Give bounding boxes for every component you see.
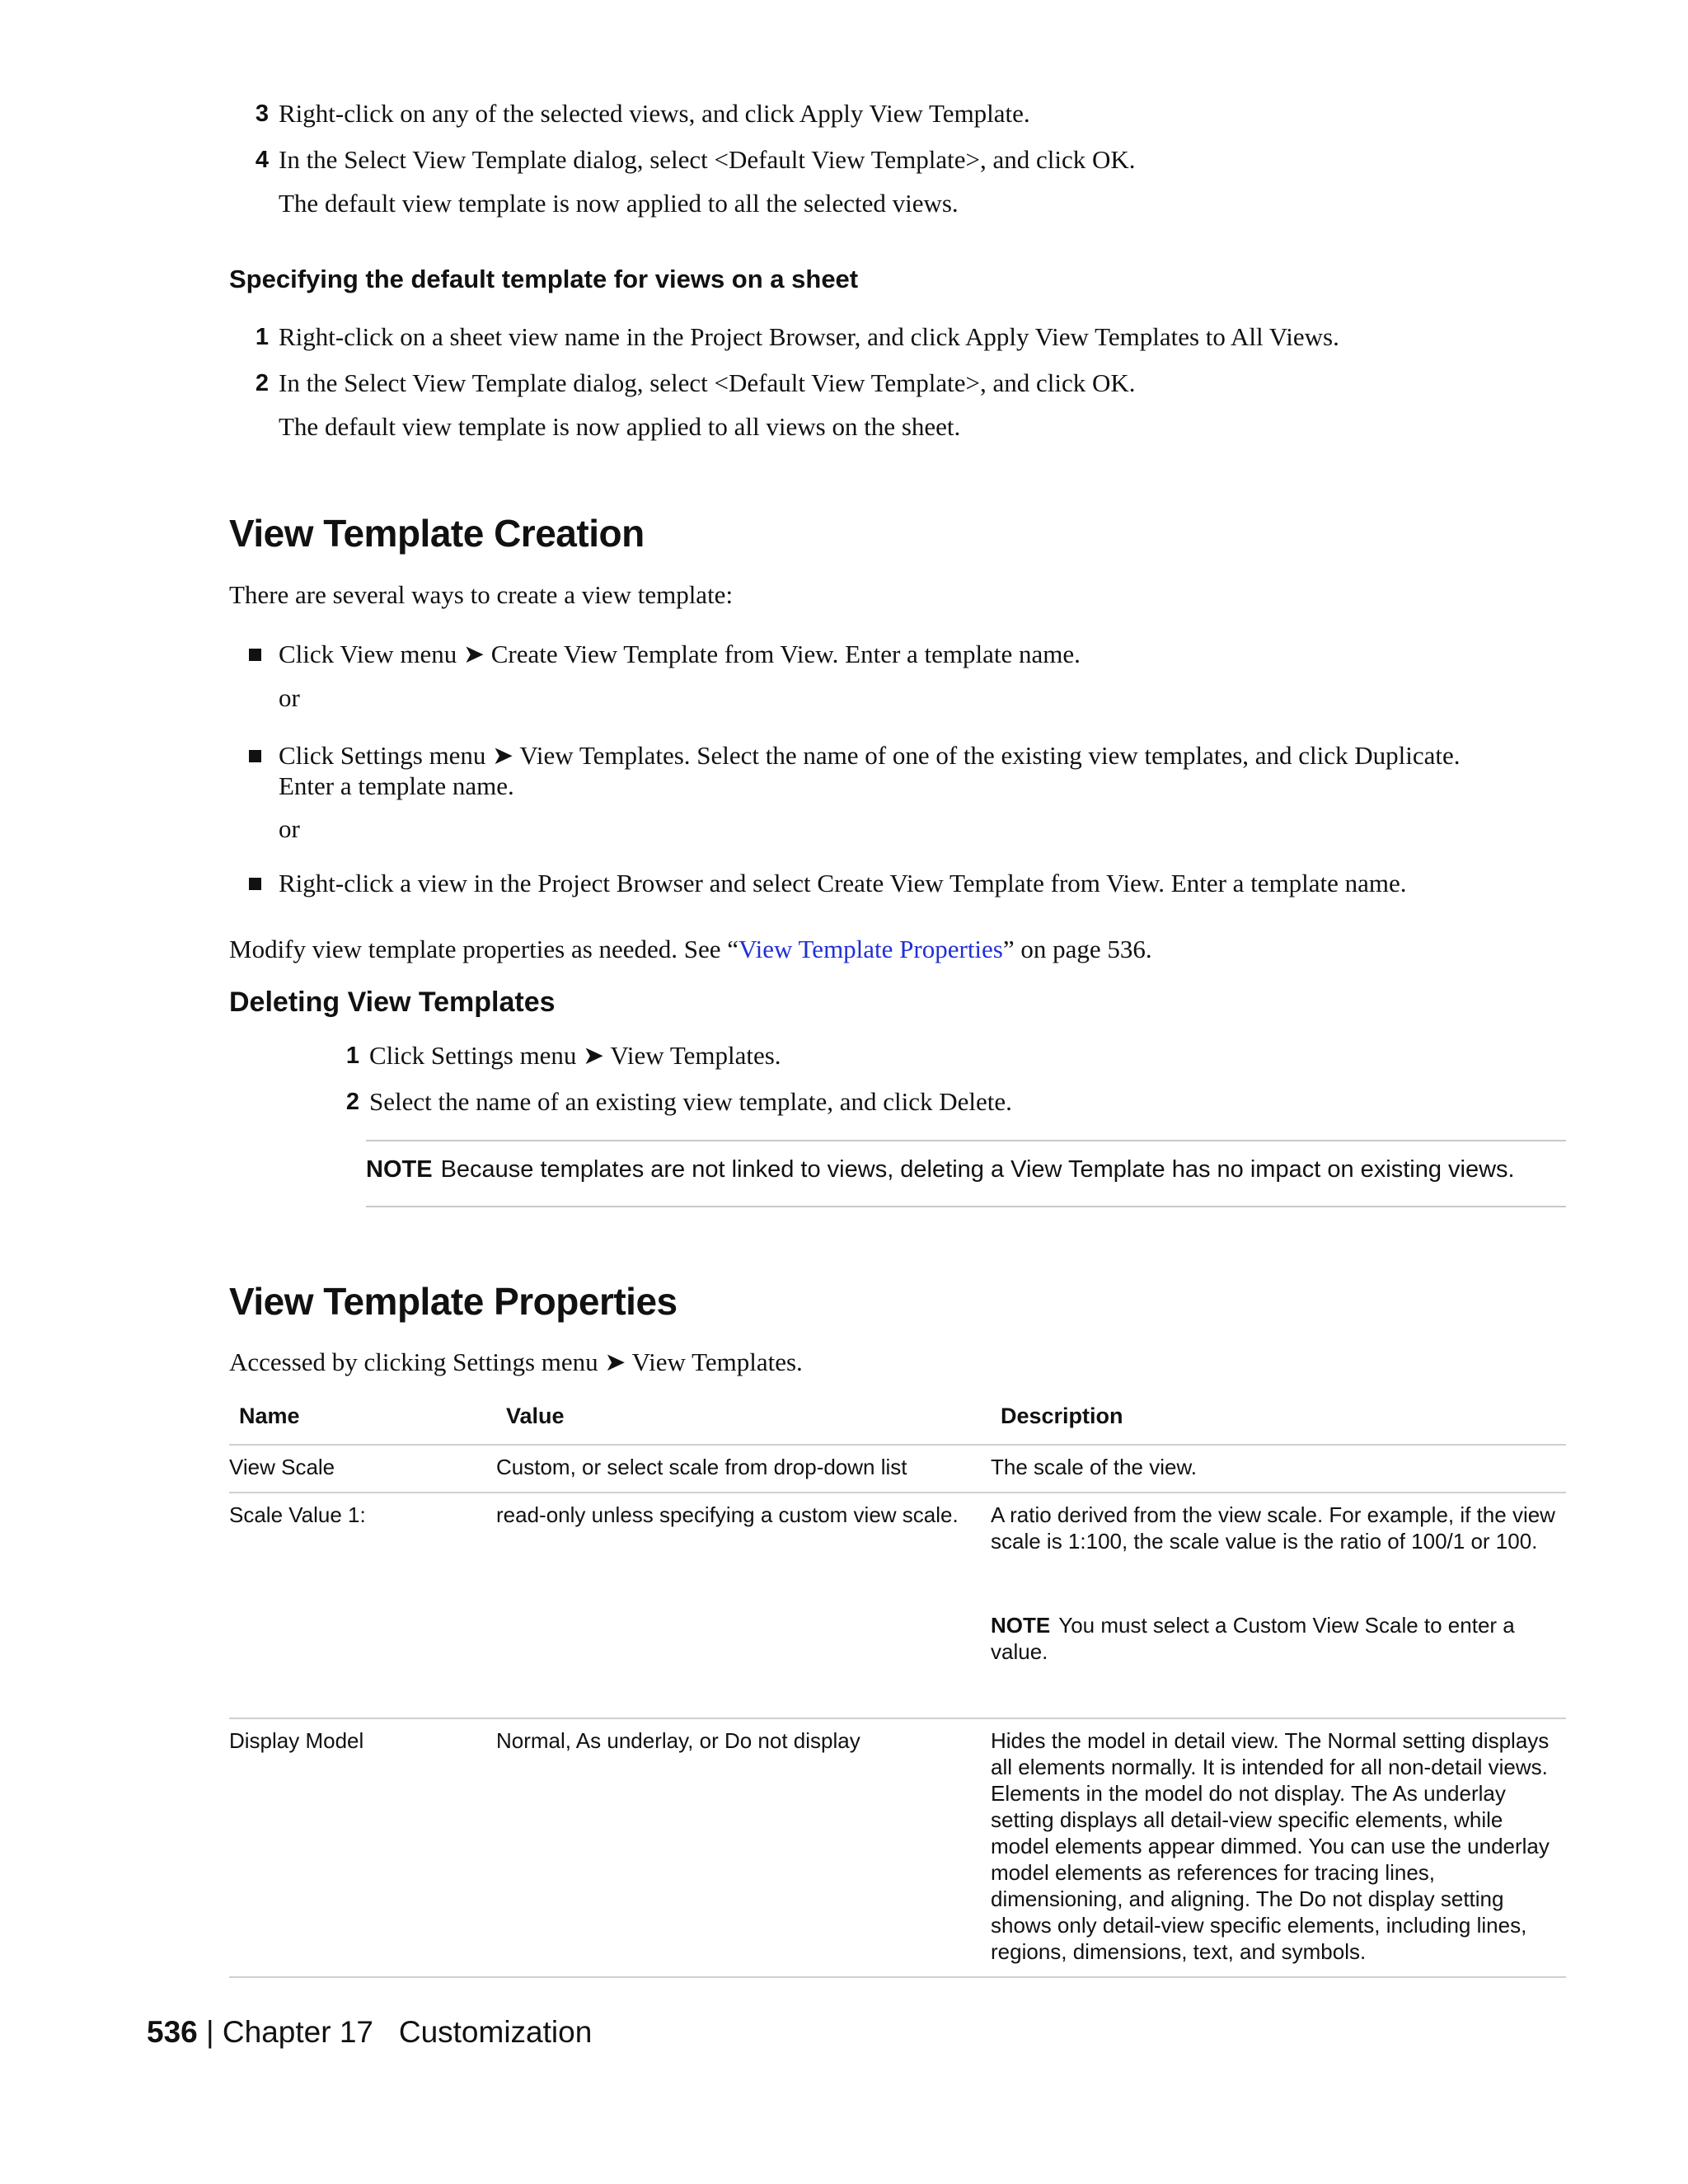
bullet-text: Click Settings menu ➤ View Templates. Select the name of one of the existing view templates, and click Duplicate. [279,741,1461,770]
bullet-square-icon [249,750,261,762]
table-rule [229,1492,1566,1493]
page-footer [147,2013,592,2051]
step-text: In the Select View Template dialog, select <Default View Template>, and click OK. [279,368,1136,397]
bullet-square-icon [249,649,261,661]
cell-value: Custom, or select scale from drop-down list [496,1455,907,1479]
cell-note [991,1612,1559,1665]
step-number: 2 [345,1089,359,1115]
table-rule [229,1976,1566,1978]
step-result: The default view template is now applied to all the selected views. [279,189,959,218]
cell-value: Normal, As underlay, or Do not display [496,1728,860,1753]
sheet-step-result: The default view template is now applied to all views on the sheet. [279,412,961,441]
table-rule [229,1444,1566,1446]
note-label: NOTE [991,1613,1051,1638]
deleting-heading: Deleting View Templates [229,987,556,1018]
cell-description: A ratio derived from the view scale. For example, if the view scale is 1:100, the scale value is the ratio of 100/1 or 100. [991,1502,1555,1554]
step-number: 3 [255,101,269,127]
modify-text-before: Modify view template properties as needed. See “ [229,935,739,963]
step-text: Right-click on any of the selected views, and click Apply View Template. [279,99,1030,128]
footer-separator: | [206,2015,214,2049]
properties-title: View Template Properties [229,1280,678,1323]
note-label: NOTE [366,1156,433,1183]
step-text: Select the name of an existing view template, and click Delete. [369,1087,1012,1116]
bullet-square-icon [249,878,261,890]
step-text: Right-click on a sheet view name in the Project Browser, and click Apply View Templates to All Views. [279,322,1339,351]
bullet-text: Click View menu ➤ Create View Template from View. Enter a template name. [279,640,1081,668]
cell-name: Scale Value 1: [229,1502,366,1527]
note-text: Because templates are not linked to views, deleting a View Template has no impact on existing views. [440,1156,1515,1183]
step-number: 2 [255,370,269,396]
properties-intro: Accessed by clicking Settings menu ➤ View Templates. [229,1347,803,1376]
page-number: 536 [147,2015,198,2049]
cell-description: The scale of the view. [991,1455,1198,1479]
column-header-name: Name [239,1404,300,1428]
chapter-label: Chapter 17 [222,2015,373,2049]
step-text: In the Select View Template dialog, select <Default View Template>, and click OK. [279,145,1136,174]
sheet-section-heading: Specifying the default template for views on a sheet [229,265,859,293]
modify-text-after: ” on page 536. [1002,935,1152,963]
bullet-or: or [279,814,300,843]
delete-note [366,1155,1515,1184]
bullet-text: Right-click a view in the Project Browser and select Create View Template from View. Enter a template name. [279,869,1407,898]
creation-title: View Template Creation [229,512,645,555]
modify-paragraph [229,934,1152,965]
step-number: 1 [255,324,269,350]
creation-intro: There are several ways to create a view template: [229,580,734,609]
cell-description: Hides the model in detail view. The Normal setting displays all elements normally. It is intended for all non-detail views. Elements in the model do not display. The As underlay setting displays all detail-view specific elements, while model elements appear dimmed. You can use the underlay model elements as references for tracing lines, dimensioning, and aligning. The Do not display setting shows only detail-view specific elements, including lines, regions, dimensions, text, and symbols. [991,1728,1550,1964]
note-bottom-rule [366,1206,1566,1207]
note-text: You must select a Custom View Scale to enter a value. [991,1613,1515,1664]
cell-value: read-only unless specifying a custom view scale. [496,1502,959,1527]
step-text: Click Settings menu ➤ View Templates. [369,1041,781,1070]
step-number: 1 [345,1043,359,1069]
table-rule [229,1718,1566,1719]
chapter-title: Customization [398,2015,593,2049]
cell-name: Display Model [229,1728,364,1753]
step-number: 4 [255,147,269,173]
column-header-value: Value [506,1404,565,1428]
note-top-rule [366,1140,1566,1141]
bullet-or: or [279,683,300,712]
cell-name: View Scale [229,1455,335,1479]
column-header-description: Description [1001,1404,1123,1428]
view-template-properties-link[interactable]: View Template Properties [738,935,1003,963]
bullet-text-continued: Enter a template name. [279,771,514,800]
